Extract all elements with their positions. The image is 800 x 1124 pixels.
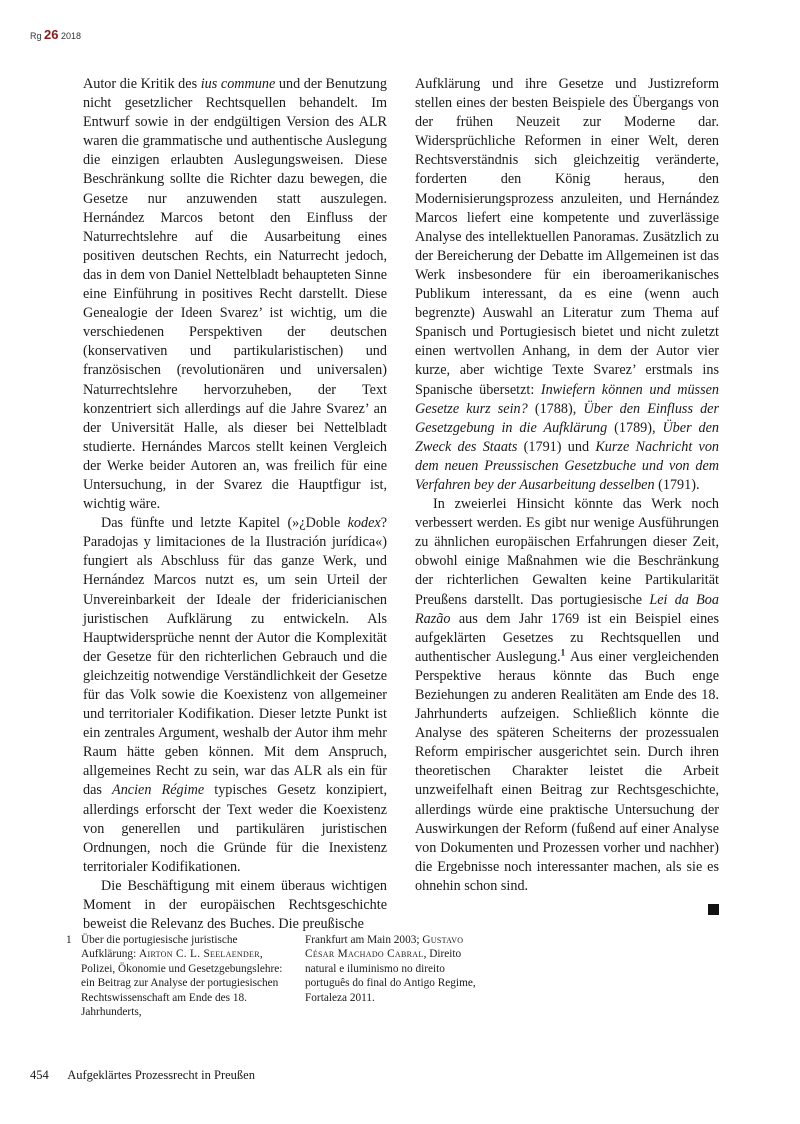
right-column [415, 75, 719, 915]
journal-abbrev: Rg [30, 31, 42, 41]
journal-year: 2018 [61, 31, 82, 41]
page-number: 454 [30, 1068, 49, 1082]
running-title: Aufgeklärtes Prozessrecht in Preußen [67, 1068, 255, 1082]
footnote-right: Frankfurt am Main 2003; Gustavo César Machado Cabral, Direito natural e iluminismo no direito português do final do Antigo Regime, Fortaleza 2011. [305, 934, 476, 1004]
page-footer [30, 1068, 255, 1083]
author-name: Airton C. L. Seelaender [139, 948, 260, 961]
left-paragraph-3: Die Beschäftigung mit einem überaus wichtigen Moment in der europäischen Rechtsgeschichte beweist die Relevanz des Buches. Die preußische [83, 877, 387, 933]
left-paragraph-2: Das fünfte und letzte Kapitel (»¿Doble kodex? Paradojas y limitaciones de la Ilustración jurídica«) fungiert als Abschluss für das ganze Werk, und Hernández Marcos nutzt es, um sein Urteil der Unvereinbarkeit der Ideale der fridericianischen juristischen Aufklärung zu entwickeln. Als Hauptwidersprüche nennt der Autor die Komplexität der Gesetze für den richterlichen Gebrauch und die gleichzeitig notwendige Verständlichkeit der Gesetze für das Volk sowie die Koexistenz von allgemeiner und territorialer Kodifikation. Dieser letzte Punkt ist ein zentrales Argument, weshalb der Autor ihm mehr Raum hätte geben können. Mit dem Anspruch, allgemeines Recht zu sein, war das ALR als ein für das Ancien Régime typisches Gesetz konzipiert, allerdings erforscht der Text weder die Koexistenz von generellen und partikulären juristischen Ordnungen, noch die Gründe für die Inexistenz territorialer Kodifikationen. [83, 515, 387, 875]
right-paragraph-1: Aufklärung und ihre Gesetze und Justizreform stellen eines der besten Beispiele des Übergangs von der frühen Neuzeit zur Moderne dar. Widersprüchliche Reformen in einer Welt, deren Rechtsverständnis sich gleichzeitig veränderte, forderten den König heraus, den Modernisierungsprozess anzuleiten, und Hernández Marcos liefert eine kompetente und zuverlässige Analyse des intellektuellen Panoramas. Zusätzlich zu der Bereicherung der Debatte im Allgemeinen ist das Werk insbesondere für ein iberoamerikanisches Publikum interessant, da es eine (wenn auch begrenzte) Auswahl an Literatur zum Thema auf Spanisch und Portugiesisch bietet und nicht zuletzt einen wertvollen Anhang, in dem der Autor vier kurze, aber wichtige Texte Svarez’ erstmals ins Spanische übersetzt: Inwiefern können und müssen Gesetze kurz sein? (1788), Über den Einfluss der Gesetzgebung in die Aufklärung (1789), Über den Zweck des Staats (1791) und Kurze Nachricht von dem neuen Preussischen Gesetzbuche und von dem Verfahren bey der Ausarbeitung desselben (1791). [415, 76, 720, 493]
left-paragraph-1: Autor die Kritik des ius commune und der Benutzung nicht gesetzlicher Rechtsquellen behandelt. Im Entwurf sowie in der endgültigen Version des ALR waren die grammatische und authentische Auslegung die einzigen erlaubten Auslegungsweisen. Diese Beschränkung sollte die Richter dazu bewegen, die Gesetze nur anzuwenden statt auszulegen. Hernández Marcos betont den Einfluss der Naturrechtslehre auf die Ausarbeitung eines positiven deutschen Rechts, ein Naturrecht jedoch, das in dem von Daniel Nettelbladt behaupteten Sinne eine Einführung in positives Recht darstellt. Diese Genealogie der Ideen Svarez’ ist wichtig, um die verschiedenen Perspektiven der deutschen (konservativen und partikularistischen) und französischen (revolutionären und universalen) Naturrechtslehre hervorzuheben, der Text konzentriert sich allerdings auf die Jahre Svarez’ an der Universität Halle, als dieser bei Nettelbladt studierte. Hernándes Marcos stellt keinen Vergleich der Werke beider Autoren an, was freilich für eine Untersuchung, in der Svarez die Hauptfigur ist, wichtig wäre. [83, 76, 387, 513]
footnote-left [66, 933, 288, 1019]
journal-header [30, 29, 81, 42]
footnote-reference[interactable]: 1 [560, 647, 566, 658]
footnote-number: 1 [66, 934, 72, 946]
footnote-text-left: Über die portugiesische juristische Aufklärung: Airton C. L. Seelaender, Polizei, Ökonomie und Gesetzgebungslehre: ein Beitrag zur Analyse der portugiesischen Rechtswissenschaft am Ende des 18. Jahrhunderts, [81, 934, 283, 1019]
author-name: Gustavo César Machado Cabral [305, 934, 464, 961]
end-of-article-mark [708, 904, 719, 915]
left-column [83, 75, 387, 934]
journal-volume: 26 [44, 27, 59, 42]
right-paragraph-2: In zweierlei Hinsicht könnte das Werk noch verbessert werden. Es gibt nur wenige Ausführungen zu ähnlichen europäischen Erfahrungen dieser Zeit, obwohl einige Maßnahmen wie die Beschränkung der richterlichen Gewalten keine Partikularität Preußens darstellt. Das portugiesische Lei da Boa Razão aus dem Jahr 1769 ist ein Beispiel eines aufgeklärten Gesetzes zu Rechtsquellen und authentischer Auslegung.$^1$ Aus einer vergleichenden Perspektive heraus könnte das Buch enge Beziehungen zu anderen Realitäten am Ende des 18. Jahrhunderts aufzeigen. Schließlich könnte die Analyse des späteren Scheiterns der prozessualen Reform empirischer ausgerichtet sein. Durch ihren theoretischen Charakter leistet die Arbeit unzweifelhaft einen Beitrag zur Rechtsgeschichte, allerdings würde eine praktische Untersuchung der Auswirkungen der Reform (fußend auf einer Analyse von Dokumenten und Prozessen vorher und nachher) die Ergebnisse noch interessanter machen, als sie es ohnehin schon sind. [415, 496, 719, 894]
